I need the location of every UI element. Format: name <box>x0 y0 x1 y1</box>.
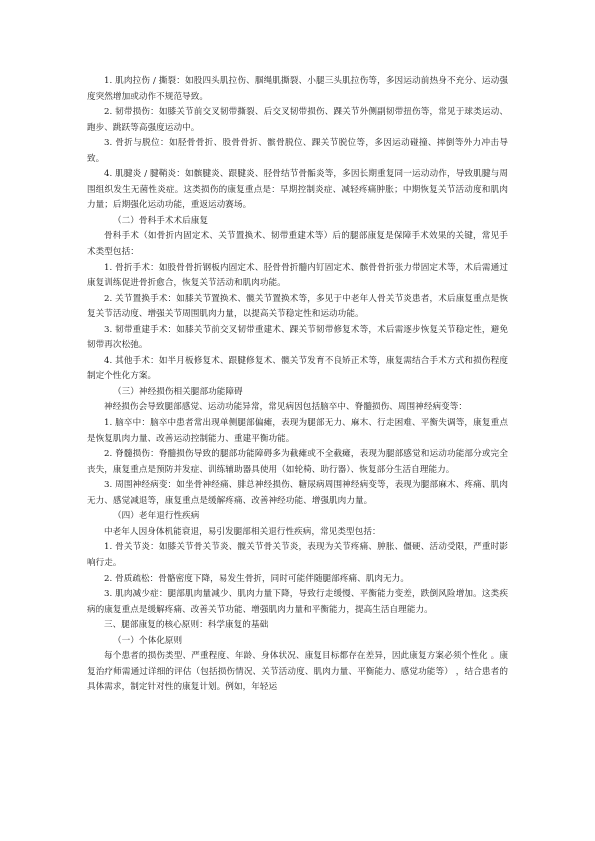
paragraph-other-surgery: 4. 其他手术：如半月板修复术、跟腱修复术、髋关节发育不良矫正术等，康复需结合手术方式和损伤程度制定个性化方案。 <box>87 355 508 382</box>
paragraph-joint-replacement: 2. 关节置换手术：如膝关节置换术、髋关节置换术等，多见于中老年人骨关节炎患者，术后康复重点是恢复关节活动度、增强关节周围肌肉力量，以提高关节稳定性和运动功能。 <box>87 293 508 320</box>
heading-degenerative-disease: （四）老年退行性疾病 <box>113 511 200 522</box>
paragraph-osteoarthritis: 1. 骨关节炎：如膝关节骨关节炎、髋关节骨关节炎，表现为关节疼痛、肿胀、僵硬、活动受限，严重时影响行走。 <box>87 542 508 568</box>
paragraph-muscle-strain: 1. 肌肉拉伤 / 撕裂：如股四头肌拉伤、腘绳肌撕裂、小腿三头肌拉伤等，多因运动前热身不充分、运动强度突然增加或动作不规范导致。 <box>87 76 508 102</box>
paragraph-peripheral-neuropathy: 3. 周围神经病变：如坐骨神经痛、腓总神经损伤、糖尿病周围神经病变等，表现为腿部麻木、疼痛、肌肉无力、感觉减退等，康复重点是缓解疼痛、改善神经功能、增强肌肉力量。 <box>87 480 508 506</box>
heading-individualization: （一）个体化原则 <box>113 635 183 646</box>
paragraph-fracture-surgery: 1. 骨折手术：如股骨骨折钢板内固定术、胫骨骨折髓内钉固定术、髌骨骨折张力带固定术等，术后需通过康复训练促进骨折愈合，恢复关节活动和肌肉功能。 <box>87 262 508 289</box>
heading-core-principles: 三、腿部康复的核心原则：科学康复的基础 <box>104 620 269 631</box>
paragraph-individualization: 每个患者的损伤类型、严重程度、年龄、身体状况、康复目标都存在差异，因此康复方案必须个性化 。康复治疗师需通过详细的评估（包括损伤情况、关节活动度、肌肉力量、平衡能力、感觉功能等） ，结合患者的具体需求，制定针对性的康复计划。例如，年轻运 <box>87 651 508 693</box>
paragraph-surgery-intro: 骨科手术（如骨折内固定术、关节置换术、韧带重建术等）后的腿部康复是保障手术效果的关键，常见手术类型包括： <box>87 231 508 258</box>
paragraph-spinal-cord-injury: 2. 脊髓损伤：脊髓损伤导致的腿部功能障碍多为截瘫或不全截瘫，表现为腿部感觉和运动功能部分或完全丧失，康复重点是预防并发症、训练辅助器具使用（如轮椅、助行器）、恢复部分生活自理能力。 <box>87 449 508 475</box>
paragraph-osteoporosis: 2. 骨质疏松：骨骼密度下降，易发生骨折，同时可能伴随腿部疼痛、肌肉无力。 <box>104 573 409 584</box>
paragraph-ligament-reconstruction: 3. 韧带重建手术：如膝关节前交叉韧带重建术、踝关节韧带修复术等，术后需逐步恢复关节稳定性，避免韧带再次松弛。 <box>87 324 508 351</box>
heading-postoperative-rehab: （二）骨科手术术后康复 <box>113 215 209 226</box>
paragraph-tendinitis: 4. 肌腱炎 / 腱鞘炎：如髌腱炎、跟腱炎、胫骨结节骨骺炎等，多因长期重复同一运动动作，导致肌腱与周围组织发生无菌性炎症。这类损伤的康复重点是：早期控制炎症、减轻疼痛肿胀；中期恢复关节活动度和肌肉力量；后期强化运动功能，重返运动赛场。 <box>87 169 508 211</box>
paragraph-ligament-injury: 2. 韧带损伤：如膝关节前交叉韧带撕裂、后交叉韧带损伤、踝关节外侧副韧带扭伤等，常见于球类运动、跑步、跳跃等高强度运动中。 <box>87 107 508 133</box>
paragraph-degenerative-intro: 中老年人因身体机能衰退，易引发腿部相关退行性疾病，常见类型包括： <box>104 526 381 537</box>
paragraph-stroke: 1. 脑卒中：脑卒中患者常出现单侧腿部偏瘫，表现为腿部无力、麻木、行走困难、平衡失调等，康复重点是恢复肌肉力量、改善运动控制能力、重建平衡功能。 <box>87 418 508 444</box>
heading-neuro-dysfunction: （三）神经损伤相关腿部功能障碍 <box>113 386 243 397</box>
paragraph-fracture-dislocation: 3. 骨折与脱位：如胫骨骨折、股骨骨折、髌骨脱位、踝关节脱位等，多因运动碰撞、摔倒等外力冲击导致。 <box>87 138 508 164</box>
paragraph-neuro-intro: 神经损伤会导致腿部感觉、运动功能异常，常见病因包括脑卒中、脊髓损伤、周围神经病变等： <box>104 402 468 413</box>
paragraph-sarcopenia: 3. 肌肉减少症：腿部肌肉量减少、肌肉力量下降，导致行走缓慢、平衡能力变差，跌倒风险增加。这类疾病的康复重点是缓解疼痛、改善关节功能、增强肌肉力量和平衡能力，提高生活自理能力。 <box>87 589 508 615</box>
